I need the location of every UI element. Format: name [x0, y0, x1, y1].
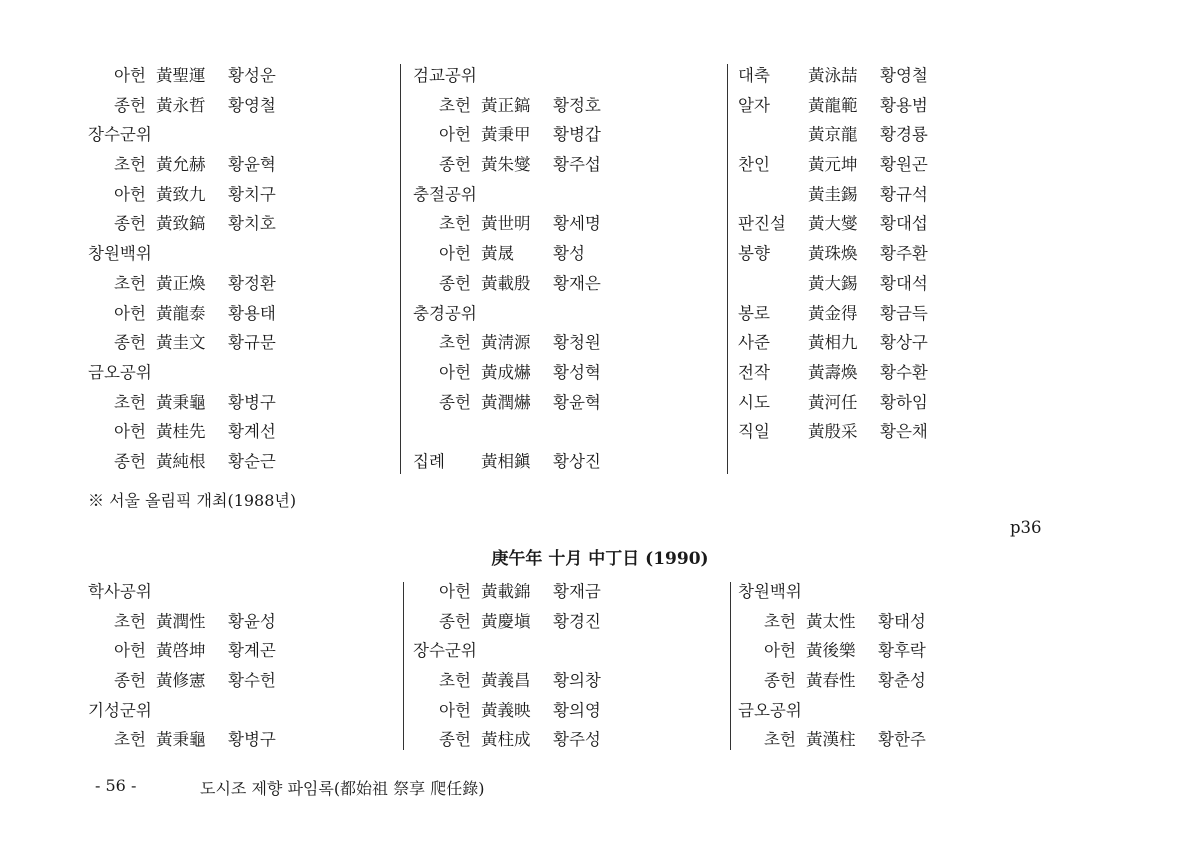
hangul-name: 황성운: [228, 66, 276, 85]
entry-line: [88, 239, 388, 269]
entry-line: [413, 120, 713, 150]
bottom-column-1: [88, 577, 388, 755]
hanja-name: 黃圭文: [156, 333, 206, 353]
hanja-name: 黃大燮: [808, 214, 858, 234]
section-heading: 판진설: [738, 214, 786, 234]
entry-line: [738, 388, 1038, 418]
section-heading: 충경공위: [413, 303, 477, 323]
entry-line: [413, 150, 713, 180]
entry-line: [738, 666, 1038, 696]
bottom-column-2: [413, 577, 713, 755]
hangul-name: 황의창: [553, 671, 601, 691]
entry-line: [413, 388, 713, 418]
role-label: 종헌: [439, 273, 471, 293]
hangul-name: 황순근: [228, 451, 276, 471]
entry-line: [413, 666, 713, 696]
entry-line: [88, 696, 388, 726]
hanja-name: 黃殷采: [808, 422, 858, 442]
hanja-name: 黃潤爀: [481, 392, 531, 412]
role-label: 아헌: [439, 582, 471, 601]
role-label: 초헌: [114, 392, 146, 412]
role-label: 초헌: [439, 671, 471, 691]
section-heading: 금오공위: [738, 700, 802, 720]
entry-line: [738, 328, 1038, 358]
hangul-name: 황계곤: [228, 641, 276, 661]
hangul-name: 황상진: [553, 451, 601, 471]
hangul-name: 황경진: [553, 611, 601, 631]
role-label: 초헌: [764, 611, 796, 631]
hangul-name: 황주환: [880, 244, 928, 264]
entry-line: [413, 725, 713, 755]
role-label: 아헌: [114, 303, 146, 323]
entry-line: [738, 607, 1038, 637]
hanja-name: 黃致九: [156, 184, 206, 204]
hanja-name: 黃純根: [156, 451, 206, 471]
hanja-name: 黃太性: [806, 611, 856, 631]
hangul-name: 황계선: [228, 422, 276, 442]
entry-line: [88, 607, 388, 637]
hanja-name: 黃秉龜: [156, 392, 206, 412]
hangul-name: 황주섭: [553, 155, 601, 175]
hangul-name: 황의영: [553, 700, 601, 720]
hanja-name: 黃修憲: [156, 671, 206, 691]
hangul-name: 황춘성: [878, 671, 926, 691]
hanja-name: 黃聖運: [156, 66, 206, 85]
hangul-name: 황규문: [228, 333, 276, 353]
entry-line: [738, 120, 1038, 150]
entry-line: [738, 180, 1038, 210]
hanja-name: 黃柱成: [481, 730, 531, 750]
section-heading: 집례: [413, 451, 445, 471]
role-label: 초헌: [114, 273, 146, 293]
hangul-name: 황원곤: [880, 155, 928, 175]
section-heading: 창원백위: [88, 244, 152, 264]
role-label: 초헌: [439, 95, 471, 115]
top-column-2: [413, 61, 713, 477]
top-column-1: [88, 61, 388, 477]
entry-line: [413, 417, 713, 447]
top-column-3: [738, 61, 1038, 447]
section-heading: 금오공위: [88, 362, 152, 382]
hanja-name: 黃京龍: [808, 125, 858, 145]
hanja-name: 黃圭錫: [808, 184, 858, 204]
hangul-name: 황병구: [228, 730, 276, 750]
hangul-name: 황성: [553, 244, 585, 264]
role-label: 종헌: [114, 214, 146, 234]
role-label: 종헌: [114, 671, 146, 691]
hanja-name: 黃漢柱: [806, 730, 856, 750]
entry-line: [88, 388, 388, 418]
hangul-name: 황은채: [880, 422, 928, 442]
entry-line: [88, 636, 388, 666]
hangul-name: 황재금: [553, 582, 601, 601]
hanja-name: 黃正鎬: [481, 95, 531, 115]
section-heading: 기성군위: [88, 700, 152, 720]
bottom-column-3: [738, 577, 1038, 755]
role-label: 아헌: [114, 184, 146, 204]
role-label: 아헌: [114, 66, 146, 85]
hanja-name: 黃成爀: [481, 362, 531, 382]
hangul-name: 황정환: [228, 273, 276, 293]
entry-line: [413, 91, 713, 121]
entry-line: [413, 358, 713, 388]
section-heading: 찬인: [738, 155, 770, 175]
hanja-name: 黃秉龜: [156, 730, 206, 750]
hanja-name: 黃相九: [808, 333, 858, 353]
hanja-name: 黃珠煥: [808, 244, 858, 264]
entry-line: [88, 91, 388, 121]
hangul-name: 황윤혁: [553, 392, 601, 412]
hangul-name: 황용범: [880, 95, 928, 115]
hangul-name: 황성혁: [553, 362, 601, 382]
hanja-name: 黃秉甲: [481, 125, 531, 145]
role-label: 종헌: [114, 333, 146, 353]
entry-line: [413, 269, 713, 299]
section-heading: 장수군위: [88, 125, 152, 145]
role-label: 초헌: [764, 730, 796, 750]
entry-line: [738, 696, 1038, 726]
hanja-name: 黃載錦: [481, 582, 531, 601]
hanja-name: 黃正煥: [156, 273, 206, 293]
entry-line: [413, 299, 713, 329]
entry-line: [738, 239, 1038, 269]
entry-line: [88, 180, 388, 210]
hangul-name: 황금득: [880, 303, 928, 323]
hanja-name: 黃泳喆: [808, 66, 858, 85]
book-title: 도시조 제향 파임록(都始祖 祭享 爬任錄): [200, 779, 485, 798]
hanja-name: 黃春性: [806, 671, 856, 691]
entry-line: [413, 61, 713, 91]
role-label: 초헌: [114, 730, 146, 750]
hangul-name: 황윤혁: [228, 155, 276, 175]
section-heading: 창원백위: [738, 582, 802, 601]
entry-line: [738, 269, 1038, 299]
role-label: 초헌: [114, 155, 146, 175]
section-heading: 충절공위: [413, 184, 477, 204]
hangul-name: 황병구: [228, 392, 276, 412]
entry-line: [88, 150, 388, 180]
entry-line: [413, 636, 713, 666]
hangul-name: 황주성: [553, 730, 601, 750]
page-mark: p36: [1010, 518, 1042, 537]
column-divider: [727, 64, 728, 474]
role-label: 종헌: [114, 95, 146, 115]
entry-line: [88, 417, 388, 447]
role-label: 아헌: [439, 125, 471, 145]
hanja-name: 黃相鎭: [481, 451, 531, 471]
hangul-name: 황하임: [880, 392, 928, 412]
hangul-name: 황재은: [553, 273, 601, 293]
hanja-name: 黃河任: [808, 392, 858, 412]
hangul-name: 황규석: [880, 184, 928, 204]
entry-line: [88, 358, 388, 388]
hangul-name: 황영철: [228, 95, 276, 115]
entry-line: [413, 577, 713, 607]
entry-line: [738, 725, 1038, 755]
role-label: 초헌: [439, 333, 471, 353]
hangul-name: 황병갑: [553, 125, 601, 145]
hanja-name: 黃桂先: [156, 422, 206, 442]
hanja-name: 黃元坤: [808, 155, 858, 175]
entry-line: [738, 209, 1038, 239]
entry-line: [413, 239, 713, 269]
entry-line: [413, 447, 713, 477]
entry-line: [88, 577, 388, 607]
hanja-name: 黃龍範: [808, 95, 858, 115]
hanja-name: 黃後樂: [806, 641, 856, 661]
entry-line: [88, 269, 388, 299]
section-heading: 대축: [738, 66, 770, 85]
column-divider: [730, 582, 731, 750]
entry-line: [88, 328, 388, 358]
section-heading: 알자: [738, 95, 770, 115]
hanja-name: 黃啓坤: [156, 641, 206, 661]
section-heading: 사준: [738, 333, 770, 353]
role-label: 종헌: [114, 451, 146, 471]
hangul-name: 황영철: [880, 66, 928, 85]
role-label: 아헌: [114, 422, 146, 442]
entry-line: [738, 417, 1038, 447]
entry-line: [413, 696, 713, 726]
hangul-name: 황정호: [553, 95, 601, 115]
entry-line: [738, 358, 1038, 388]
hanja-name: 黃載殷: [481, 273, 531, 293]
hangul-name: 황치호: [228, 214, 276, 234]
hanja-name: 黃世明: [481, 214, 531, 234]
hanja-name: 黃慶塡: [481, 611, 531, 631]
section-heading: 시도: [738, 392, 770, 412]
entry-line: [88, 666, 388, 696]
entry-line: [88, 725, 388, 755]
entry-line: [88, 209, 388, 239]
hangul-name: 황윤성: [228, 611, 276, 631]
role-label: 아헌: [439, 362, 471, 382]
entry-line: [88, 61, 388, 91]
section-heading: 장수군위: [413, 641, 477, 661]
hangul-name: 황태성: [878, 611, 926, 631]
section-heading: 전작: [738, 362, 770, 382]
column-divider: [400, 64, 401, 474]
role-label: 종헌: [439, 155, 471, 175]
hanja-name: 黃朱燮: [481, 155, 531, 175]
role-label: 초헌: [114, 611, 146, 631]
hanja-name: 黃晟: [481, 244, 514, 264]
role-label: 종헌: [439, 611, 471, 631]
hanja-name: 黃潤性: [156, 611, 206, 631]
role-label: 종헌: [439, 392, 471, 412]
hanja-name: 黃金得: [808, 303, 858, 323]
entry-line: [738, 577, 1038, 607]
section-heading: 봉로: [738, 303, 770, 323]
column-divider: [403, 582, 404, 750]
entry-line: [738, 150, 1038, 180]
section-title: 庚午年 十月 中丁日 (1990): [491, 549, 709, 569]
entry-line: [88, 299, 388, 329]
section-heading: 학사공위: [88, 582, 152, 601]
hanja-name: 黃永哲: [156, 95, 206, 115]
hanja-name: 黃義映: [481, 700, 531, 720]
entry-line: [413, 209, 713, 239]
hanja-name: 黃致鎬: [156, 214, 206, 234]
page-number: - 56 -: [95, 776, 137, 795]
section-heading: 검교공위: [413, 66, 477, 85]
entry-line: [738, 91, 1038, 121]
hanja-name: 黃淸源: [481, 333, 531, 353]
entry-line: [413, 328, 713, 358]
hangul-name: 황수환: [880, 362, 928, 382]
role-label: 아헌: [764, 641, 796, 661]
footnote: ※ 서울 올림픽 개최(1988년): [88, 491, 297, 510]
entry-line: [413, 607, 713, 637]
entry-line: [738, 636, 1038, 666]
role-label: 초헌: [439, 214, 471, 234]
hangul-name: 황수헌: [228, 671, 276, 691]
hangul-name: 황대석: [880, 273, 928, 293]
entry-line: [88, 447, 388, 477]
entry-line: [738, 299, 1038, 329]
hanja-name: 黃大錫: [808, 273, 858, 293]
entry-line: [413, 180, 713, 210]
hangul-name: 황치구: [228, 184, 276, 204]
hanja-name: 黃允赫: [156, 155, 206, 175]
hangul-name: 황청원: [553, 333, 601, 353]
entry-line: [738, 61, 1038, 91]
hangul-name: 황후락: [878, 641, 926, 661]
role-label: 종헌: [439, 730, 471, 750]
hangul-name: 황용태: [228, 303, 276, 323]
hangul-name: 황대섭: [880, 214, 928, 234]
hangul-name: 황한주: [878, 730, 926, 750]
role-label: 아헌: [439, 700, 471, 720]
hanja-name: 黃龍泰: [156, 303, 206, 323]
hanja-name: 黃壽煥: [808, 362, 858, 382]
hangul-name: 황경룡: [880, 125, 928, 145]
section-heading: 봉향: [738, 244, 770, 264]
role-label: 아헌: [439, 244, 471, 264]
hangul-name: 황세명: [553, 214, 601, 234]
role-label: 종헌: [764, 671, 796, 691]
hanja-name: 黃義昌: [481, 671, 531, 691]
section-heading: 직일: [738, 422, 770, 442]
role-label: 아헌: [114, 641, 146, 661]
entry-line: [88, 120, 388, 150]
hangul-name: 황상구: [880, 333, 928, 353]
